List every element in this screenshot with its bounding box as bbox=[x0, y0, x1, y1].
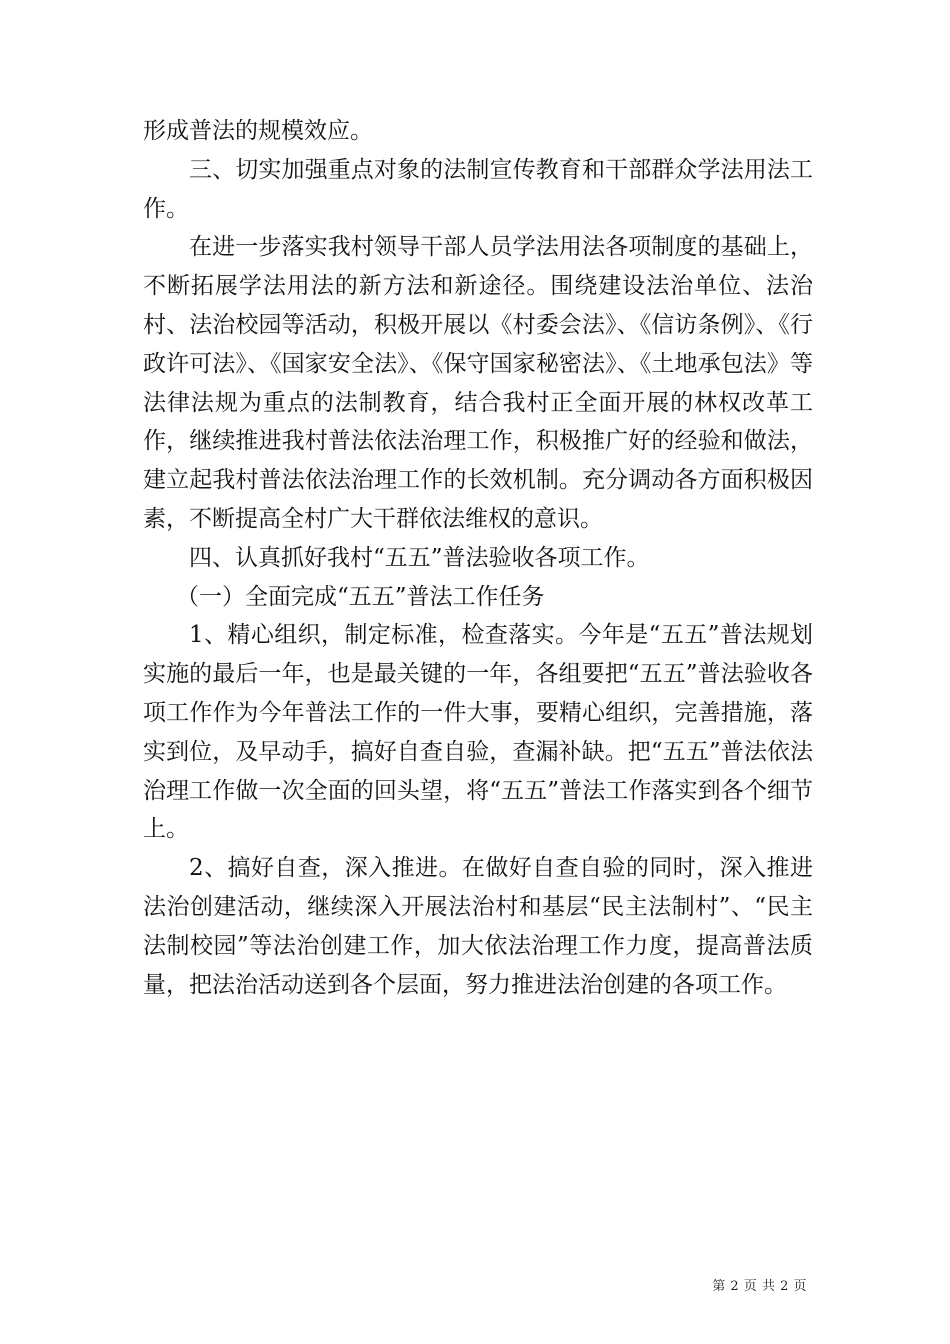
paragraph-continuation: 形成普法的规模效应。 bbox=[143, 118, 373, 144]
subsection-heading-one: （一）全面完成“五五”普法工作任务 bbox=[176, 583, 545, 610]
section-heading-three: 三、切实加强重点对象的法制宣传教育和干部群众学法用法工作。 bbox=[143, 156, 813, 222]
paragraph-item-two: 2、搞好自查，深入推进。在做好自查自验的同时，深入推进法治创建活动，继续深入开展法治村和基层“民主法制村”、“民主法制校园”等法治创建工作，加大依法治理工作力度，提高普法质量，把法治活动送到各个层面，努力推进法治创建的各项工作。 bbox=[143, 855, 813, 998]
section-heading-four: 四、认真抓好我村“五五”普法验收各项工作。 bbox=[189, 544, 650, 571]
paragraph-body: 在进一步落实我村领导干部人员学法用法各项制度的基础上，不断拓展学法用法的新方法和新途径。围绕建设法治单位、法治村、法治校园等活动，积极开展以《村委会法》、《信访条例》、《行政许可法》、《国家安全法》、《保守国家秘密法》、《土地承包法》等法律法规为重点的法制教育，结合我村正全面开展的林权改革工作，继续推进我村普法依法治理工作，积极推广好的经验和做法，建立起我村普法依法治理工作的长效机制。充分调动各方面积极因素，不断提高全村广大干群依法维权的意识。 bbox=[143, 234, 813, 532]
document-body bbox=[143, 112, 813, 1004]
paragraph-item-one: 1、精心组织，制定标准，检查落实。今年是“五五”普法规划实施的最后一年，也是最关键的一年，各组要把“五五”普法验收各项工作作为今年普法工作的一件大事，要精心组织，完善措施，落实到位，及早动手，搞好自查自验，查漏补缺。把“五五”普法依法治理工作做一次全面的回头望，将“五五”普法工作落实到各个细节上。 bbox=[143, 622, 813, 843]
page-number-footer: 第 2 页 共 2 页 bbox=[712, 1279, 807, 1294]
